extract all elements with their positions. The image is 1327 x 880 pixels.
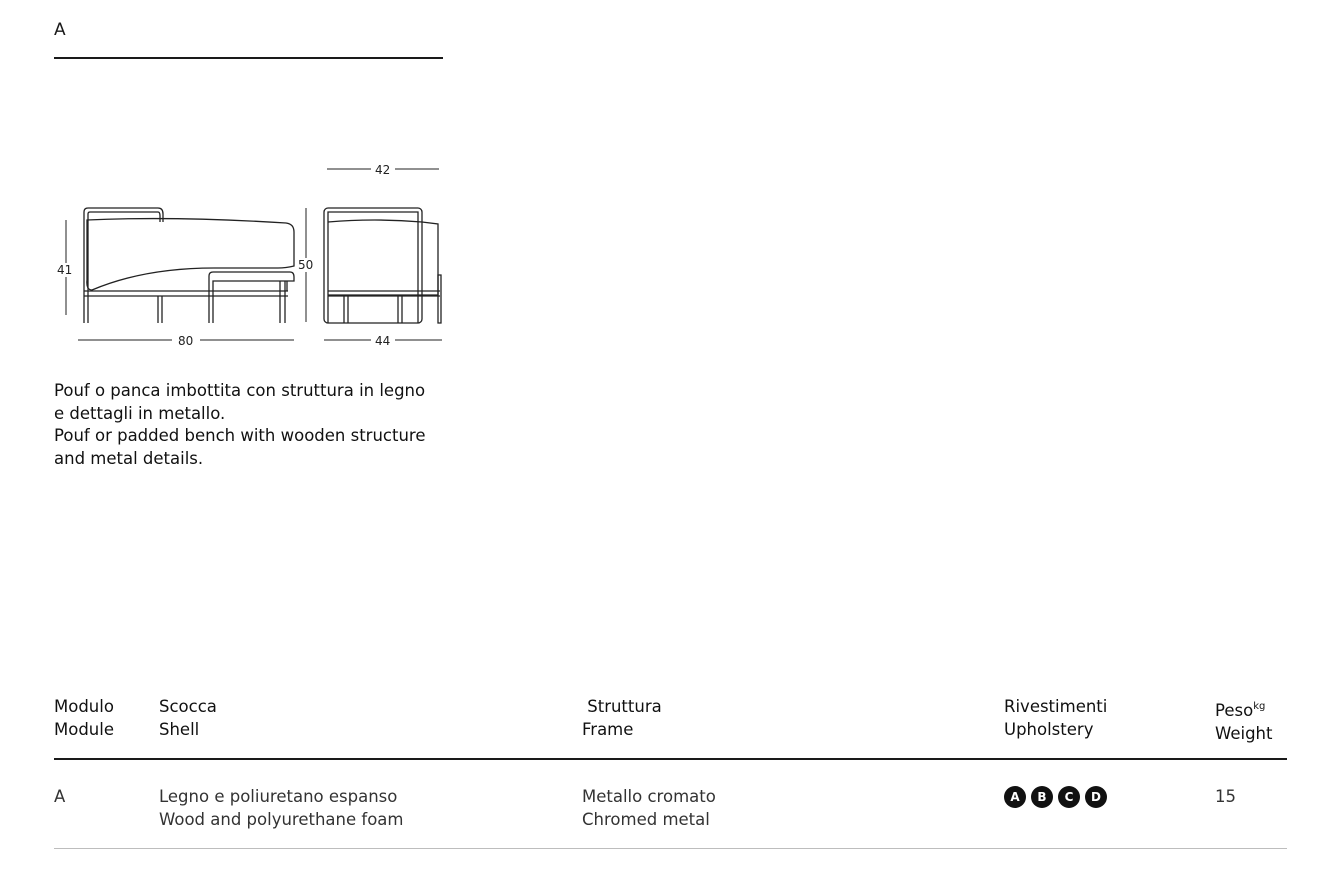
dim-side-length: 80 xyxy=(178,334,194,348)
header-frame: Struttura Frame xyxy=(582,697,662,739)
row-module: A xyxy=(54,787,66,806)
side-view-frame xyxy=(84,208,163,323)
front-view-frame xyxy=(324,208,422,323)
row-shell: Legno e poliuretano espanso Wood and polyurethane foam xyxy=(159,787,404,829)
upholstery-badge-b: B xyxy=(1031,786,1053,808)
header-weight: Peso$^{kg}$ Weight xyxy=(1215,701,1273,743)
description-line: e dettagli in metallo. xyxy=(54,403,226,423)
technical-drawing xyxy=(54,150,454,355)
module-heading-rule xyxy=(54,57,443,59)
description-line: and metal details. xyxy=(54,448,204,468)
header-module: Modulo Module xyxy=(54,697,114,739)
dim-front-top-width: 42 xyxy=(375,163,391,177)
description-line: Pouf o panca imbottita con struttura in legno xyxy=(54,381,426,400)
header-shell: Scocca Shell xyxy=(159,697,217,739)
module-heading: A xyxy=(54,20,66,40)
row-weight: 15 xyxy=(1215,787,1236,806)
header-rule xyxy=(54,758,1287,760)
description-line: Pouf or padded bench with wooden structure xyxy=(54,426,426,445)
upholstery-badge-c: C xyxy=(1058,786,1080,808)
upholstery-badge-a: A xyxy=(1004,786,1026,808)
product-description xyxy=(54,380,454,470)
row-frame: Metallo cromato Chromed metal xyxy=(582,787,716,829)
dim-front-bottom-width: 44 xyxy=(375,334,391,348)
dim-front-height: 50 xyxy=(298,258,314,272)
upholstery-badges xyxy=(1004,786,1107,808)
dim-side-height: 41 xyxy=(57,263,73,277)
weight-unit: kg xyxy=(1253,701,1266,712)
upholstery-badge-d: D xyxy=(1085,786,1107,808)
side-view-cushion xyxy=(87,219,294,290)
header-upholstery: Rivestimenti Upholstery xyxy=(1004,697,1108,739)
row-rule xyxy=(54,848,1287,849)
